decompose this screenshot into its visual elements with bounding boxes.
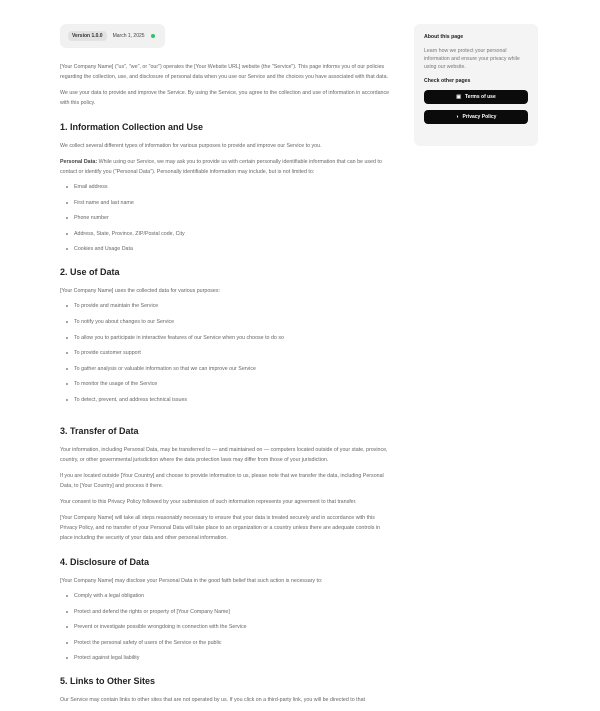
privacy-policy-button[interactable] <box>424 110 528 124</box>
section-heading: 5. Links to Other Sites <box>60 676 156 687</box>
list-item: To allow you to participate in interactive features of our Service when you choose to do so <box>66 334 390 342</box>
half-circle-icon: ◑ <box>455 114 459 120</box>
document-icon: ▣ <box>456 94 461 100</box>
policy-content <box>60 24 390 711</box>
section-heading: 2. Use of Data <box>60 267 120 278</box>
list-item: Prevent or investigate possible wrongdoing in connection with the Service <box>66 623 390 631</box>
intro-paragraph: [Your Company Name] ("us", "we", or "our") operates the [Your Website URL] website (the "Service"). This page informs you of our policies regarding the collection, use, and disclosure of personal data when you use our Service and the choices you have associated with that data. <box>60 64 389 80</box>
paragraph-lead: Personal Data: <box>60 159 98 165</box>
list-item: Protect the personal safety of users of the Service or the public <box>66 639 390 647</box>
list-item: To gather analysis or valuable information so that we can improve our Service <box>66 365 390 373</box>
list-item: To provide customer support <box>66 349 390 357</box>
button-label: Privacy Policy <box>462 114 497 120</box>
list-item: Address, State, Province, ZIP/Postal code, City <box>66 230 390 238</box>
list-item: First name and last name <box>66 199 390 207</box>
section-paragraph: Your consent to this Privacy Policy followed by your submission of such information represents your agreement to that transfer. <box>60 498 357 505</box>
list-item: Cookies and Usage Data <box>66 245 390 253</box>
paragraph-text: While using our Service, we may ask you to provide us with certain personally identifiable information that can be used to contact or identify you ("Personal Data"). Personally identifiable information may include, but is not limited to: <box>60 159 382 175</box>
card-description: Learn how we protect your personal information and ensure your privacy while using our website. <box>424 48 520 70</box>
version-info <box>60 24 165 48</box>
intro-paragraph: We use your data to provide and improve the Service. By using the Service, you agree to the collection and use of information in accordance with this policy. <box>60 90 390 106</box>
list-item: Protect and defend the rights or property of [Your Company Name] <box>66 608 390 616</box>
section-heading: 1. Information Collection and Use <box>60 122 204 132</box>
status-dot-icon <box>151 34 155 38</box>
list-item: To detect, prevent, and address technical issues <box>66 396 390 404</box>
bullet-list <box>60 183 390 253</box>
bullet-list <box>60 592 390 662</box>
list-item: To notify you about changes to our Service <box>66 318 390 326</box>
bullet-list <box>60 302 390 404</box>
list-item: Phone number <box>66 214 390 222</box>
section-paragraph: [Your Company Name] uses the collected data for various purposes: <box>60 288 220 295</box>
section-paragraph: We collect several different types of information for various purposes to provide and improve our Service to you. <box>60 143 322 149</box>
section-heading: 3. Transfer of Data <box>60 425 139 436</box>
last-updated-date: March 1, 2025 <box>112 33 145 39</box>
list-item: Comply with a legal obligation <box>66 592 390 600</box>
section-heading: 4. Disclosure of Data <box>60 556 150 567</box>
section-paragraph <box>60 157 390 177</box>
terms-of-use-button[interactable] <box>424 90 528 104</box>
version-badge: Version 1.0.0 <box>68 31 107 41</box>
list-item: To provide and maintain the Service <box>66 302 390 310</box>
card-title: About this page <box>424 34 464 40</box>
list-item: To monitor the usage of the Service <box>66 380 390 388</box>
button-label: Terms of use <box>464 94 496 100</box>
section-paragraph: [Your Company Name] may disclose your Personal Data in the good faith belief that such action is necessary to: <box>60 577 323 584</box>
section-paragraph: Our Service may contain links to other sites that are not operated by us. If you click on a third-party link, you will be directed to that <box>60 697 366 704</box>
list-item: Protect against legal liability <box>66 654 390 662</box>
section-paragraph: Your information, including Personal Data, may be transferred to — and maintained on — computers located outside of your state, province, country, or other governmental jurisdiction where the data protection laws may differ from those of your jurisdiction. <box>60 446 388 463</box>
other-pages-label: Check other pages <box>424 78 471 84</box>
section-paragraph: [Your Company Name] will take all steps reasonably necessary to ensure that your data is treated securely and in accordance with this Privacy Policy, and no transfer of your Personal Data will take place to an organization or a country unless there are adequate controls in place including the security of your data and other personal information. <box>60 514 380 541</box>
section-paragraph: If you are located outside [Your Country] and choose to provide information to us, please note that we transfer the data, including Personal Data, to [Your Country] and process it there. <box>60 472 384 489</box>
about-page-card <box>414 24 538 146</box>
list-item: Email address <box>66 183 390 191</box>
